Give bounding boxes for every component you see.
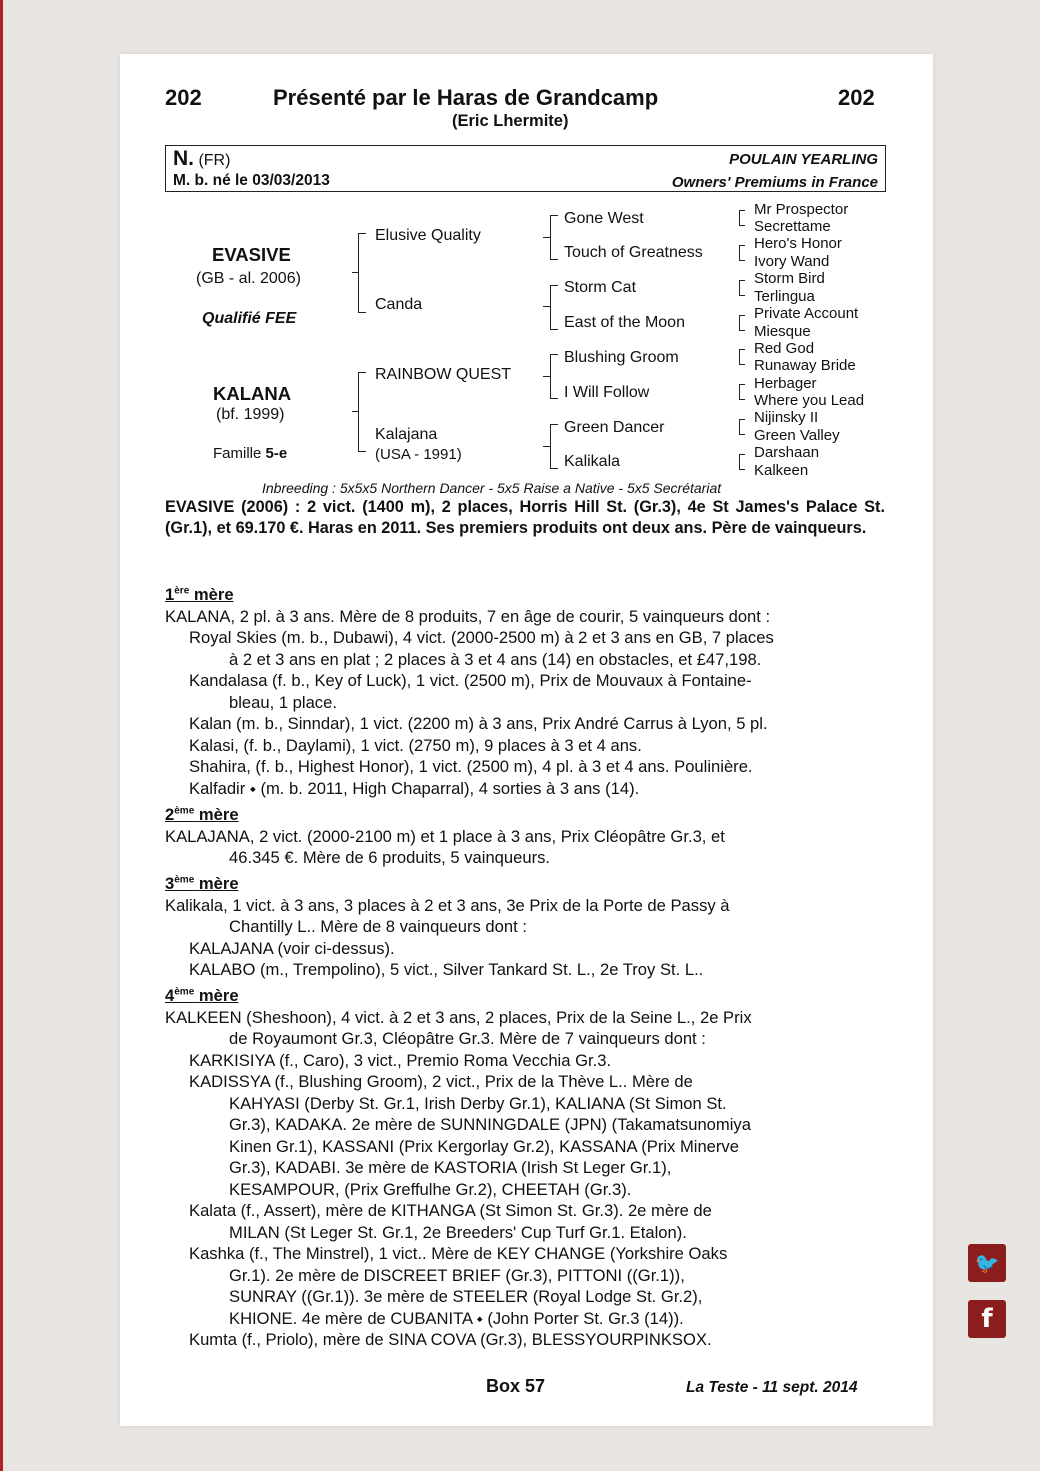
identity-box <box>165 145 886 192</box>
section-heading: 2ème mère <box>165 805 239 824</box>
gen3-ancestor: Blushing Groom <box>564 349 679 366</box>
produce-line: KALAJANA (voir ci-dessus). <box>189 938 395 958</box>
first-dam-section <box>165 584 885 799</box>
section-heading: 1ère mère <box>165 585 234 604</box>
dam-line: KALAJANA, 2 vict. (2000-2100 m) et 1 place à 3 ans, Prix Cléopâtre Gr.3, et <box>165 826 725 846</box>
brace-stem <box>543 376 550 377</box>
produce-line: Kalan (m. b., Sinndar), 1 vict. (2200 m) à 3 ans, Prix André Carrus à Lyon, 5 pl. <box>189 714 768 733</box>
owners-premiums: Owners' Premiums in France <box>671 174 878 191</box>
gen2-ancestor: Elusive Quality <box>375 227 481 244</box>
produce-line: Shahira, (f. b., Highest Honor), 1 vict. (2500 m), 4 pl. à 3 et 4 ans. Poulinière. <box>189 757 753 776</box>
sire-note: Qualifié FEE <box>202 310 297 327</box>
section-heading: 4ème mère <box>165 986 239 1005</box>
produce-line: KESAMPOUR, (Prix Greffulhe Gr.2), CHEETAH (Gr.3). <box>229 1179 632 1199</box>
gen3-ancestor: Kalikala <box>564 453 621 470</box>
brace <box>550 285 558 330</box>
produce-line: Kandalasa (f. b., Key of Luck), 1 vict. (2500 m), Prix de Mouvaux à Fontaine- <box>189 671 752 690</box>
brace <box>550 215 558 260</box>
produce-line: bleau, 1 place. <box>229 692 337 712</box>
section-heading: 3ème mère <box>165 874 239 893</box>
box-number: Box 57 <box>486 1376 546 1396</box>
facebook-share-button[interactable] <box>968 1300 1006 1338</box>
dam-name: KALANA <box>213 383 292 404</box>
gen3-ancestor: I Will Follow <box>564 384 650 401</box>
produce-line: Kalata (f., Assert), mère de KITHANGA (St Simon St. Gr.3). 2e mère de <box>189 1201 712 1220</box>
produce-line: KARKISIYA (f., Caro), 3 vict., Premio Roma Vecchia Gr.3. <box>189 1050 612 1070</box>
twitter-share-button[interactable] <box>968 1244 1006 1282</box>
dam-family: Famille 5-e <box>213 445 288 462</box>
gen4-ancestor: Private Account <box>754 305 859 322</box>
lot-number-left: 202 <box>165 85 202 110</box>
brace <box>739 349 745 365</box>
produce-line: Kalfadir ⬩ (m. b. 2011, High Chaparral), 4 sorties à 3 ans (14). <box>189 778 640 798</box>
brace <box>550 424 558 469</box>
produce-line: KAHYASI (Derby St. Gr.1, Irish Derby Gr.1), KALIANA (St Simon St. <box>229 1093 727 1113</box>
horse-category: POULAIN YEARLING <box>729 151 878 168</box>
brace-stem <box>543 237 550 238</box>
lot-number-right: 202 <box>838 85 875 110</box>
gen4-ancestor: Herbager <box>754 375 817 392</box>
facebook-icon: f <box>981 1304 993 1334</box>
produce-line: Gr.3), KADABI. 3e mère de KASTORIA (Irish St Leger Gr.1), <box>229 1158 672 1177</box>
third-dam-section <box>165 873 885 981</box>
gen4-ancestor: Mr Prospector <box>754 201 849 218</box>
produce-line: Royal Skies (m. b., Dubawi), 4 vict. (2000-2500 m) à 2 et 3 ans en GB, 7 places <box>189 628 774 647</box>
sire-info: (GB - al. 2006) <box>196 270 301 287</box>
produce-line: KALABO (m., Trempolino), 5 vict., Silver Tankard St. L., 2e Troy St. L.. <box>189 960 704 979</box>
brace <box>739 245 745 261</box>
sale-event: La Teste - 11 sept. 2014 <box>686 1379 858 1396</box>
produce-line: à 2 et 3 ans en plat ; 2 places à 3 et 4 ans (14) en obstacles, et £47,198. <box>229 649 762 669</box>
brace <box>550 354 558 399</box>
gen2-ancestor-note: (USA - 1991) <box>375 446 462 463</box>
brace-dam <box>358 372 366 452</box>
brace <box>739 210 745 226</box>
brace <box>739 454 745 470</box>
gen4-ancestor: Ivory Wand <box>754 253 830 270</box>
dam-line: de Royaumont Gr.3, Cléopâtre Gr.3. Mère de 7 vainqueurs dont : <box>229 1029 706 1048</box>
gen4-ancestor: Terlingua <box>754 288 815 305</box>
produce-line: Kinen Gr.1), KASSANI (Prix Kergorlay Gr.2), KASSANA (Prix Minerve <box>229 1136 739 1156</box>
gen4-ancestor: Kalkeen <box>754 462 809 479</box>
brace-stem <box>352 272 359 273</box>
brace-sire <box>358 233 366 313</box>
gen3-ancestor: Touch of Greatness <box>564 244 703 261</box>
produce-line: Kashka (f., The Minstrel), 1 vict.. Mère de KEY CHANGE (Yorkshire Oaks <box>189 1244 728 1263</box>
produce-line: Gr.3), KADAKA. 2e mère de SUNNINGDALE (JPN) (Takamatsunomiya <box>229 1115 751 1134</box>
gen4-ancestor: Storm Bird <box>754 270 825 287</box>
produce-line: Kalasi, (f. b., Daylami), 1 vict. (2750 m), 9 places à 3 et 4 ans. <box>189 735 642 755</box>
twitter-icon: 🐦 <box>974 1251 1000 1275</box>
gen4-ancestor: Runaway Bride <box>754 357 856 374</box>
gen4-ancestor: Darshaan <box>754 444 820 461</box>
gen4-ancestor: Where you Lead <box>754 392 865 409</box>
gen4-ancestor: Hero's Honor <box>754 235 842 252</box>
gen4-ancestor: Nijinsky II <box>754 409 819 426</box>
birth-info: M. b. né le 03/03/2013 <box>173 172 330 189</box>
gen4-ancestor: Secrettame <box>754 218 831 235</box>
brace <box>739 315 745 331</box>
gen2-ancestor: Kalajana <box>375 426 438 443</box>
catalogue-page <box>120 54 933 1426</box>
brace <box>739 280 745 296</box>
second-dam-section <box>165 804 885 869</box>
produce-line: Gr.1). 2e mère de DISCREET BRIEF (Gr.3), PITTONI ((Gr.1)), <box>229 1265 685 1285</box>
gen3-ancestor: Gone West <box>564 210 644 227</box>
gen3-ancestor: Green Dancer <box>564 419 665 436</box>
left-border-line <box>0 0 3 1471</box>
dam-line: KALKEEN (Sheshoon), 4 vict. à 2 et 3 ans, 2 places, Prix de la Seine L., 2e Prix <box>165 1007 752 1027</box>
gen2-ancestor: RAINBOW QUEST <box>375 366 512 383</box>
dam-line: KALANA, 2 pl. à 3 ans. Mère de 8 produits, 7 en âge de courir, 5 vainqueurs dont : <box>165 606 771 626</box>
gen4-ancestor: Green Valley <box>754 427 840 444</box>
brace <box>739 419 745 435</box>
gen3-ancestor: East of the Moon <box>564 314 685 331</box>
sire-name: EVASIVE <box>212 244 291 265</box>
fourth-dam-section <box>165 985 885 1351</box>
dam-line: Kalikala, 1 vict. à 3 ans, 3 places à 2 et 3 ans, 3e Prix de la Porte de Passy à <box>165 895 730 915</box>
gen4-ancestor: Red God <box>754 340 815 357</box>
produce-line: SUNRAY ((Gr.1)). 3e mère de STEELER (Royal Lodge St. Gr.2), <box>229 1287 703 1306</box>
dam-info: (bf. 1999) <box>216 406 285 423</box>
brace-stem <box>543 446 550 447</box>
brace-stem <box>352 411 359 412</box>
dam-line: Chantilly L.. Mère de 8 vainqueurs dont : <box>229 917 527 936</box>
sire-summary: EVASIVE (2006) : 2 vict. (1400 m), 2 places, Horris Hill St. (Gr.3), 4e St James's Palace St. (Gr.1), et 69.170 €. Haras en 2011. Ses premiers produits ont deux ans. Père de vainqueurs. <box>165 498 885 537</box>
gen3-ancestor: Storm Cat <box>564 279 637 296</box>
horse-name: N. <box>173 147 194 170</box>
brace <box>739 384 745 400</box>
page-subtitle: (Eric Lhermite) <box>452 112 569 130</box>
dam-line: 46.345 €. Mère de 6 produits, 5 vainqueurs. <box>229 848 551 867</box>
brace-stem <box>543 306 550 307</box>
produce-line: Kumta (f., Priolo), mère de SINA COVA (Gr.3), BLESSYOURPINKSOX. <box>189 1330 712 1349</box>
horse-country: (FR) <box>198 152 231 169</box>
produce-line: MILAN (St Leger St. Gr.1, 2e Breeders' Cup Turf Gr.1. Etalon). <box>229 1222 687 1242</box>
gen2-ancestor: Canda <box>375 296 423 313</box>
produce-line: KHIONE. 4e mère de CUBANITA ⬩ (John Porter St. Gr.3 (14)). <box>229 1308 684 1328</box>
gen4-ancestor: Miesque <box>754 323 811 340</box>
page-title: Présenté par le Haras de Grandcamp <box>273 85 659 110</box>
inbreeding-note: Inbreeding : 5x5x5 Northern Dancer - 5x5 Raise a Native - 5x5 Secrétariat <box>262 480 722 496</box>
produce-line: KADISSYA (f., Blushing Groom), 2 vict., Prix de la Thève L.. Mère de <box>189 1072 693 1091</box>
